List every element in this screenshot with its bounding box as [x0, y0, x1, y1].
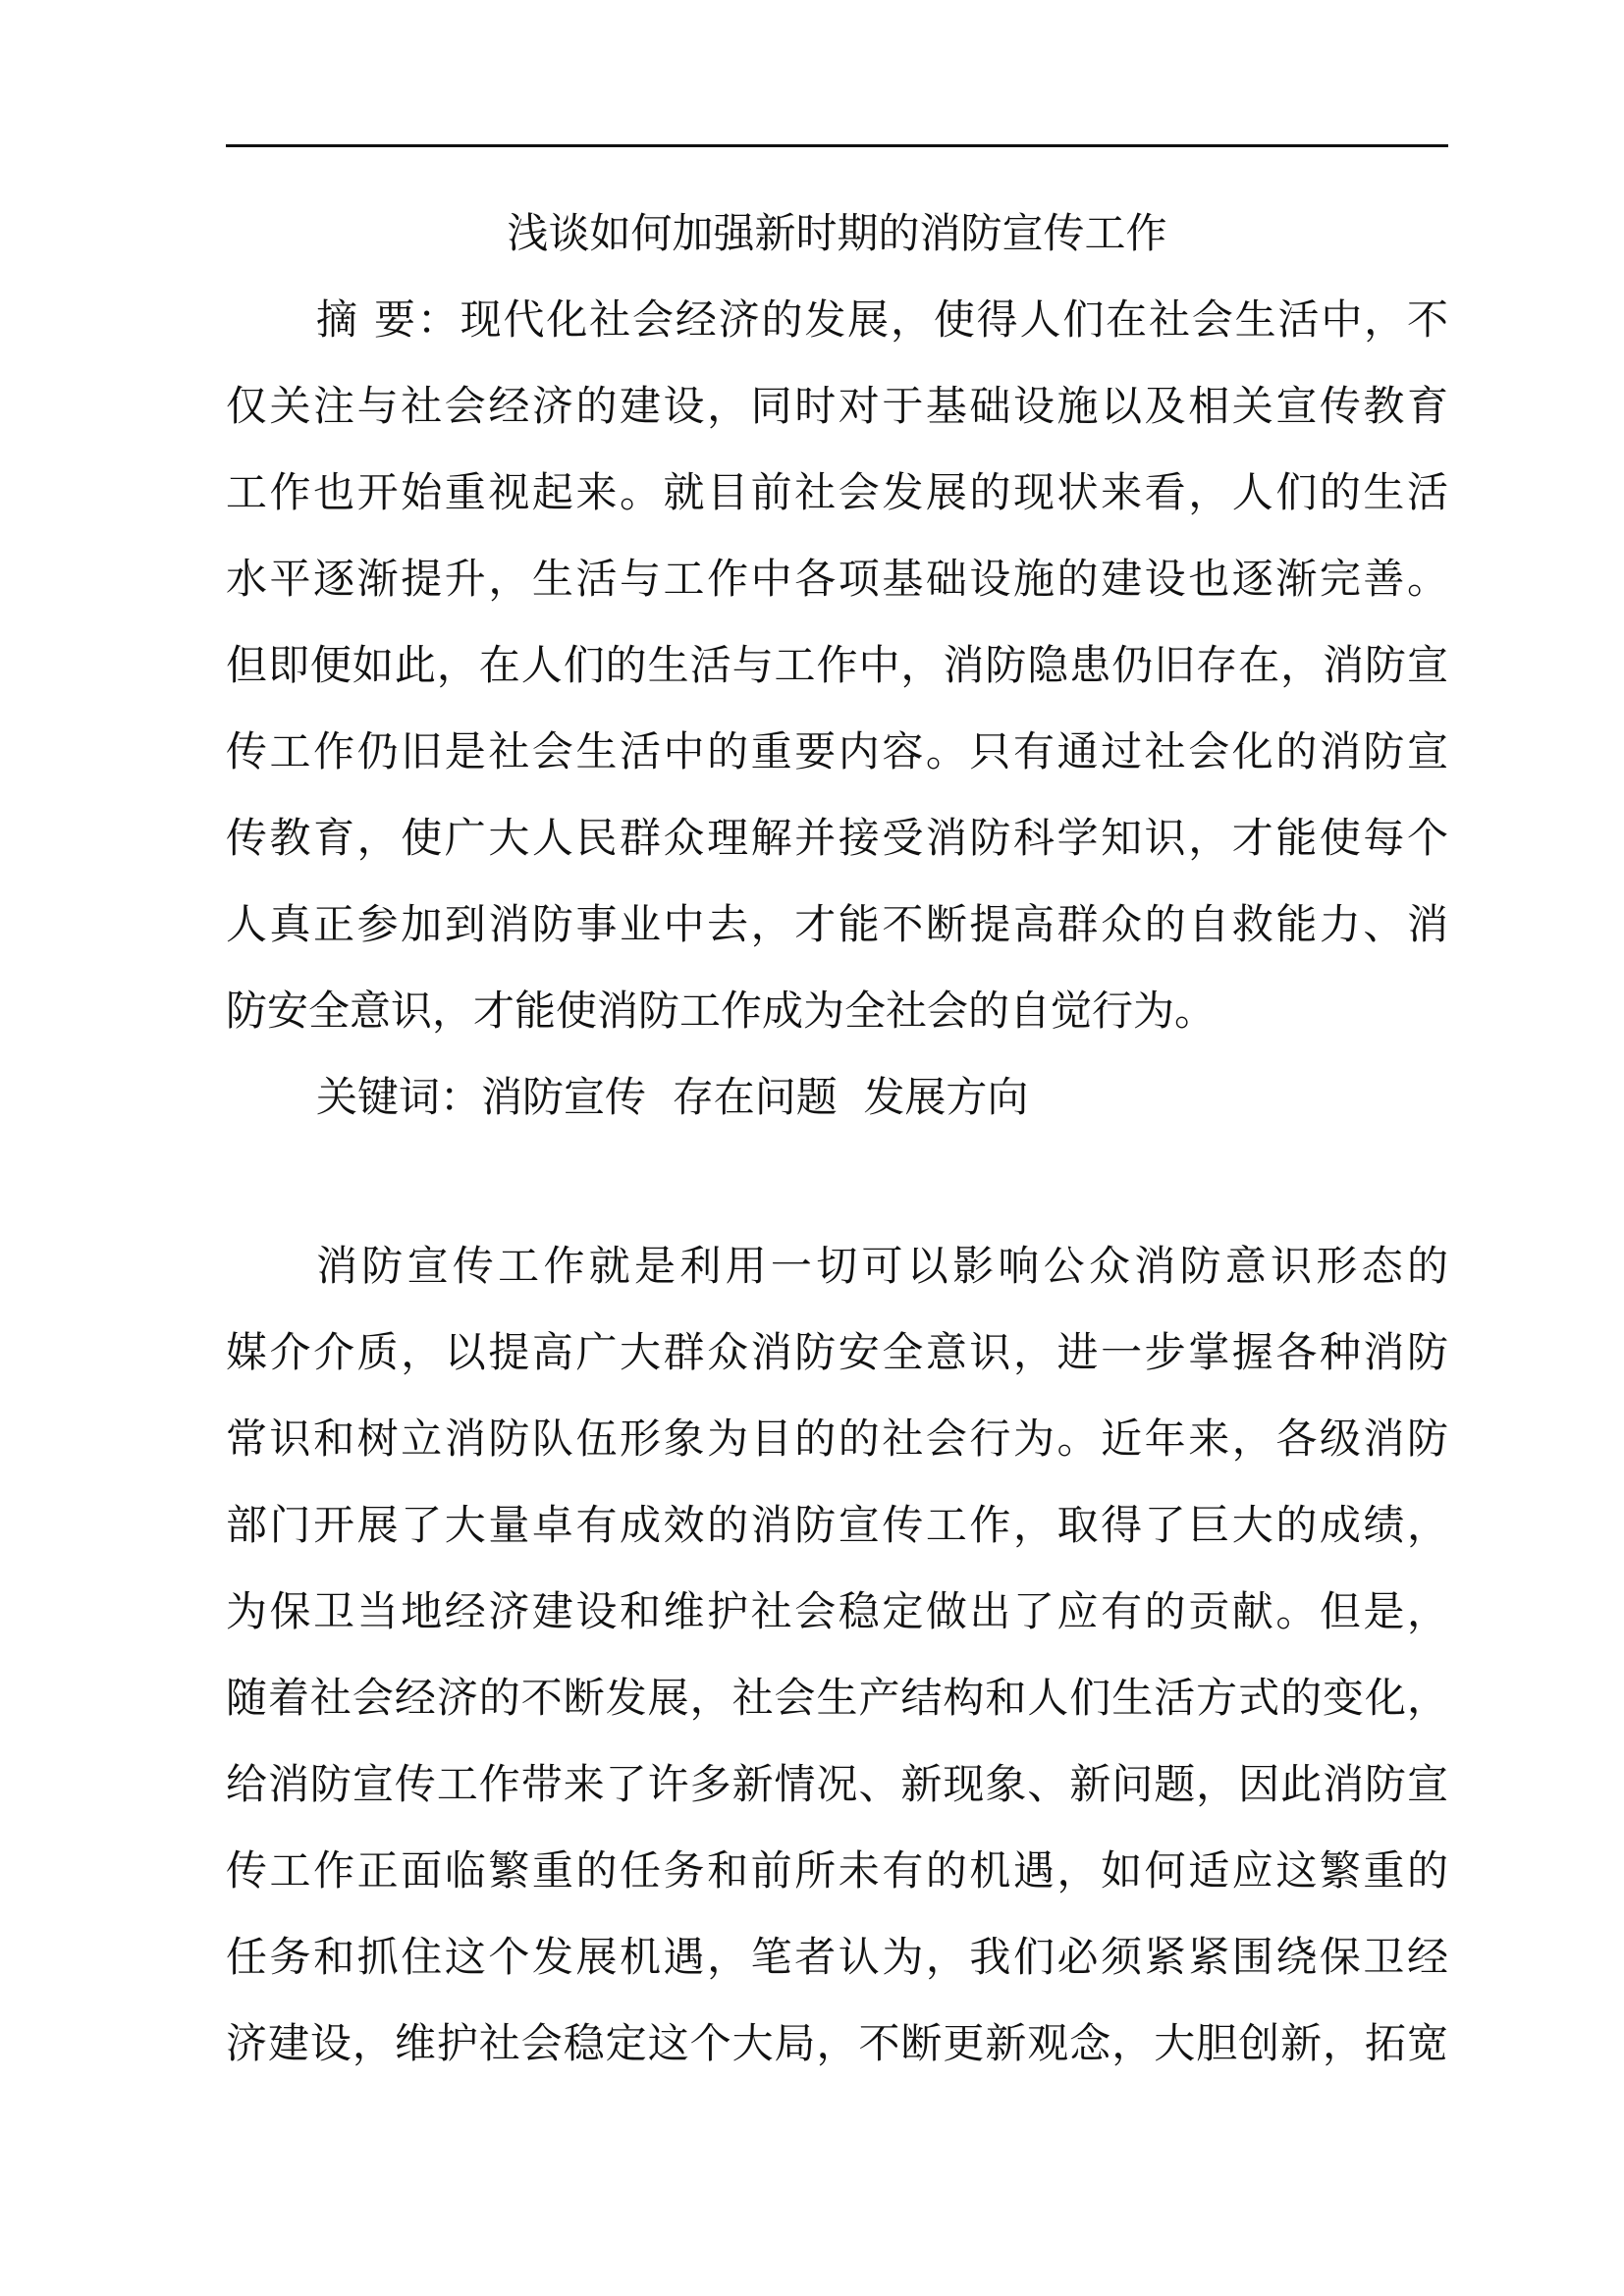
body-line: 为保卫当地经济建设和维护社会稳定做出了应有的贡献。但是，	[226, 1587, 1448, 1635]
body-line: 媒介介质，以提高广大群众消防安全意识，进一步掌握各种消防	[226, 1328, 1448, 1376]
abstract-line: 仅关注与社会经济的建设，同时对于基础设施以及相关宣传教育	[226, 382, 1448, 430]
abstract-line: 工作也开始重视起来。就目前社会发展的现状来看，人们的生活	[226, 468, 1448, 516]
abstract-line: 摘 要：现代化社会经济的发展，使得人们在社会生活中，不	[316, 295, 1448, 344]
document-title: 浅谈如何加强新时期的消防宣传工作	[507, 209, 1167, 257]
header-rule	[226, 144, 1448, 147]
abstract-line: 传工作仍旧是社会生活中的重要内容。只有通过社会化的消防宣	[226, 727, 1448, 775]
abstract-line: 防安全意识，才能使消防工作成为全社会的自觉行为。	[226, 987, 1217, 1035]
abstract	[226, 277, 1448, 1141]
body-line: 传工作正面临繁重的任务和前所未有的机遇，如何适应这繁重的	[226, 1846, 1448, 1895]
keywords: 关键词：消防宣传 存在问题 发展方向	[316, 1073, 1029, 1121]
abstract-line: 人真正参加到消防事业中去，才能不断提高群众的自救能力、消	[226, 900, 1448, 948]
abstract-line: 但即便如此，在人们的生活与工作中，消防隐患仍旧存在，消防宣	[226, 641, 1448, 689]
body-line: 部门开展了大量卓有成效的消防宣传工作，取得了巨大的成绩，	[226, 1501, 1448, 1549]
body-line: 济建设，维护社会稳定这个大局，不断更新观念，大胆创新，拓宽	[226, 2019, 1448, 2067]
abstract-line: 传教育，使广大人民群众理解并接受消防科学知识，才能使每个	[226, 814, 1448, 862]
body-paragraph	[226, 1223, 1448, 2087]
body-line: 随着社会经济的不断发展，社会生产结构和人们生活方式的变化，	[226, 1674, 1448, 1722]
abstract-line: 水平逐渐提升，生活与工作中各项基础设施的建设也逐渐完善。	[226, 555, 1448, 603]
body-line: 给消防宣传工作带来了许多新情况、新现象、新问题，因此消防宣	[226, 1760, 1448, 1808]
body-line: 消防宣传工作就是利用一切可以影响公众消防意识形态的	[316, 1242, 1448, 1290]
body-line: 常识和树立消防队伍形象为目的的社会行为。近年来，各级消防	[226, 1415, 1448, 1463]
body-line: 任务和抓住这个发展机遇，笔者认为，我们必须紧紧围绕保卫经	[226, 1933, 1448, 1981]
